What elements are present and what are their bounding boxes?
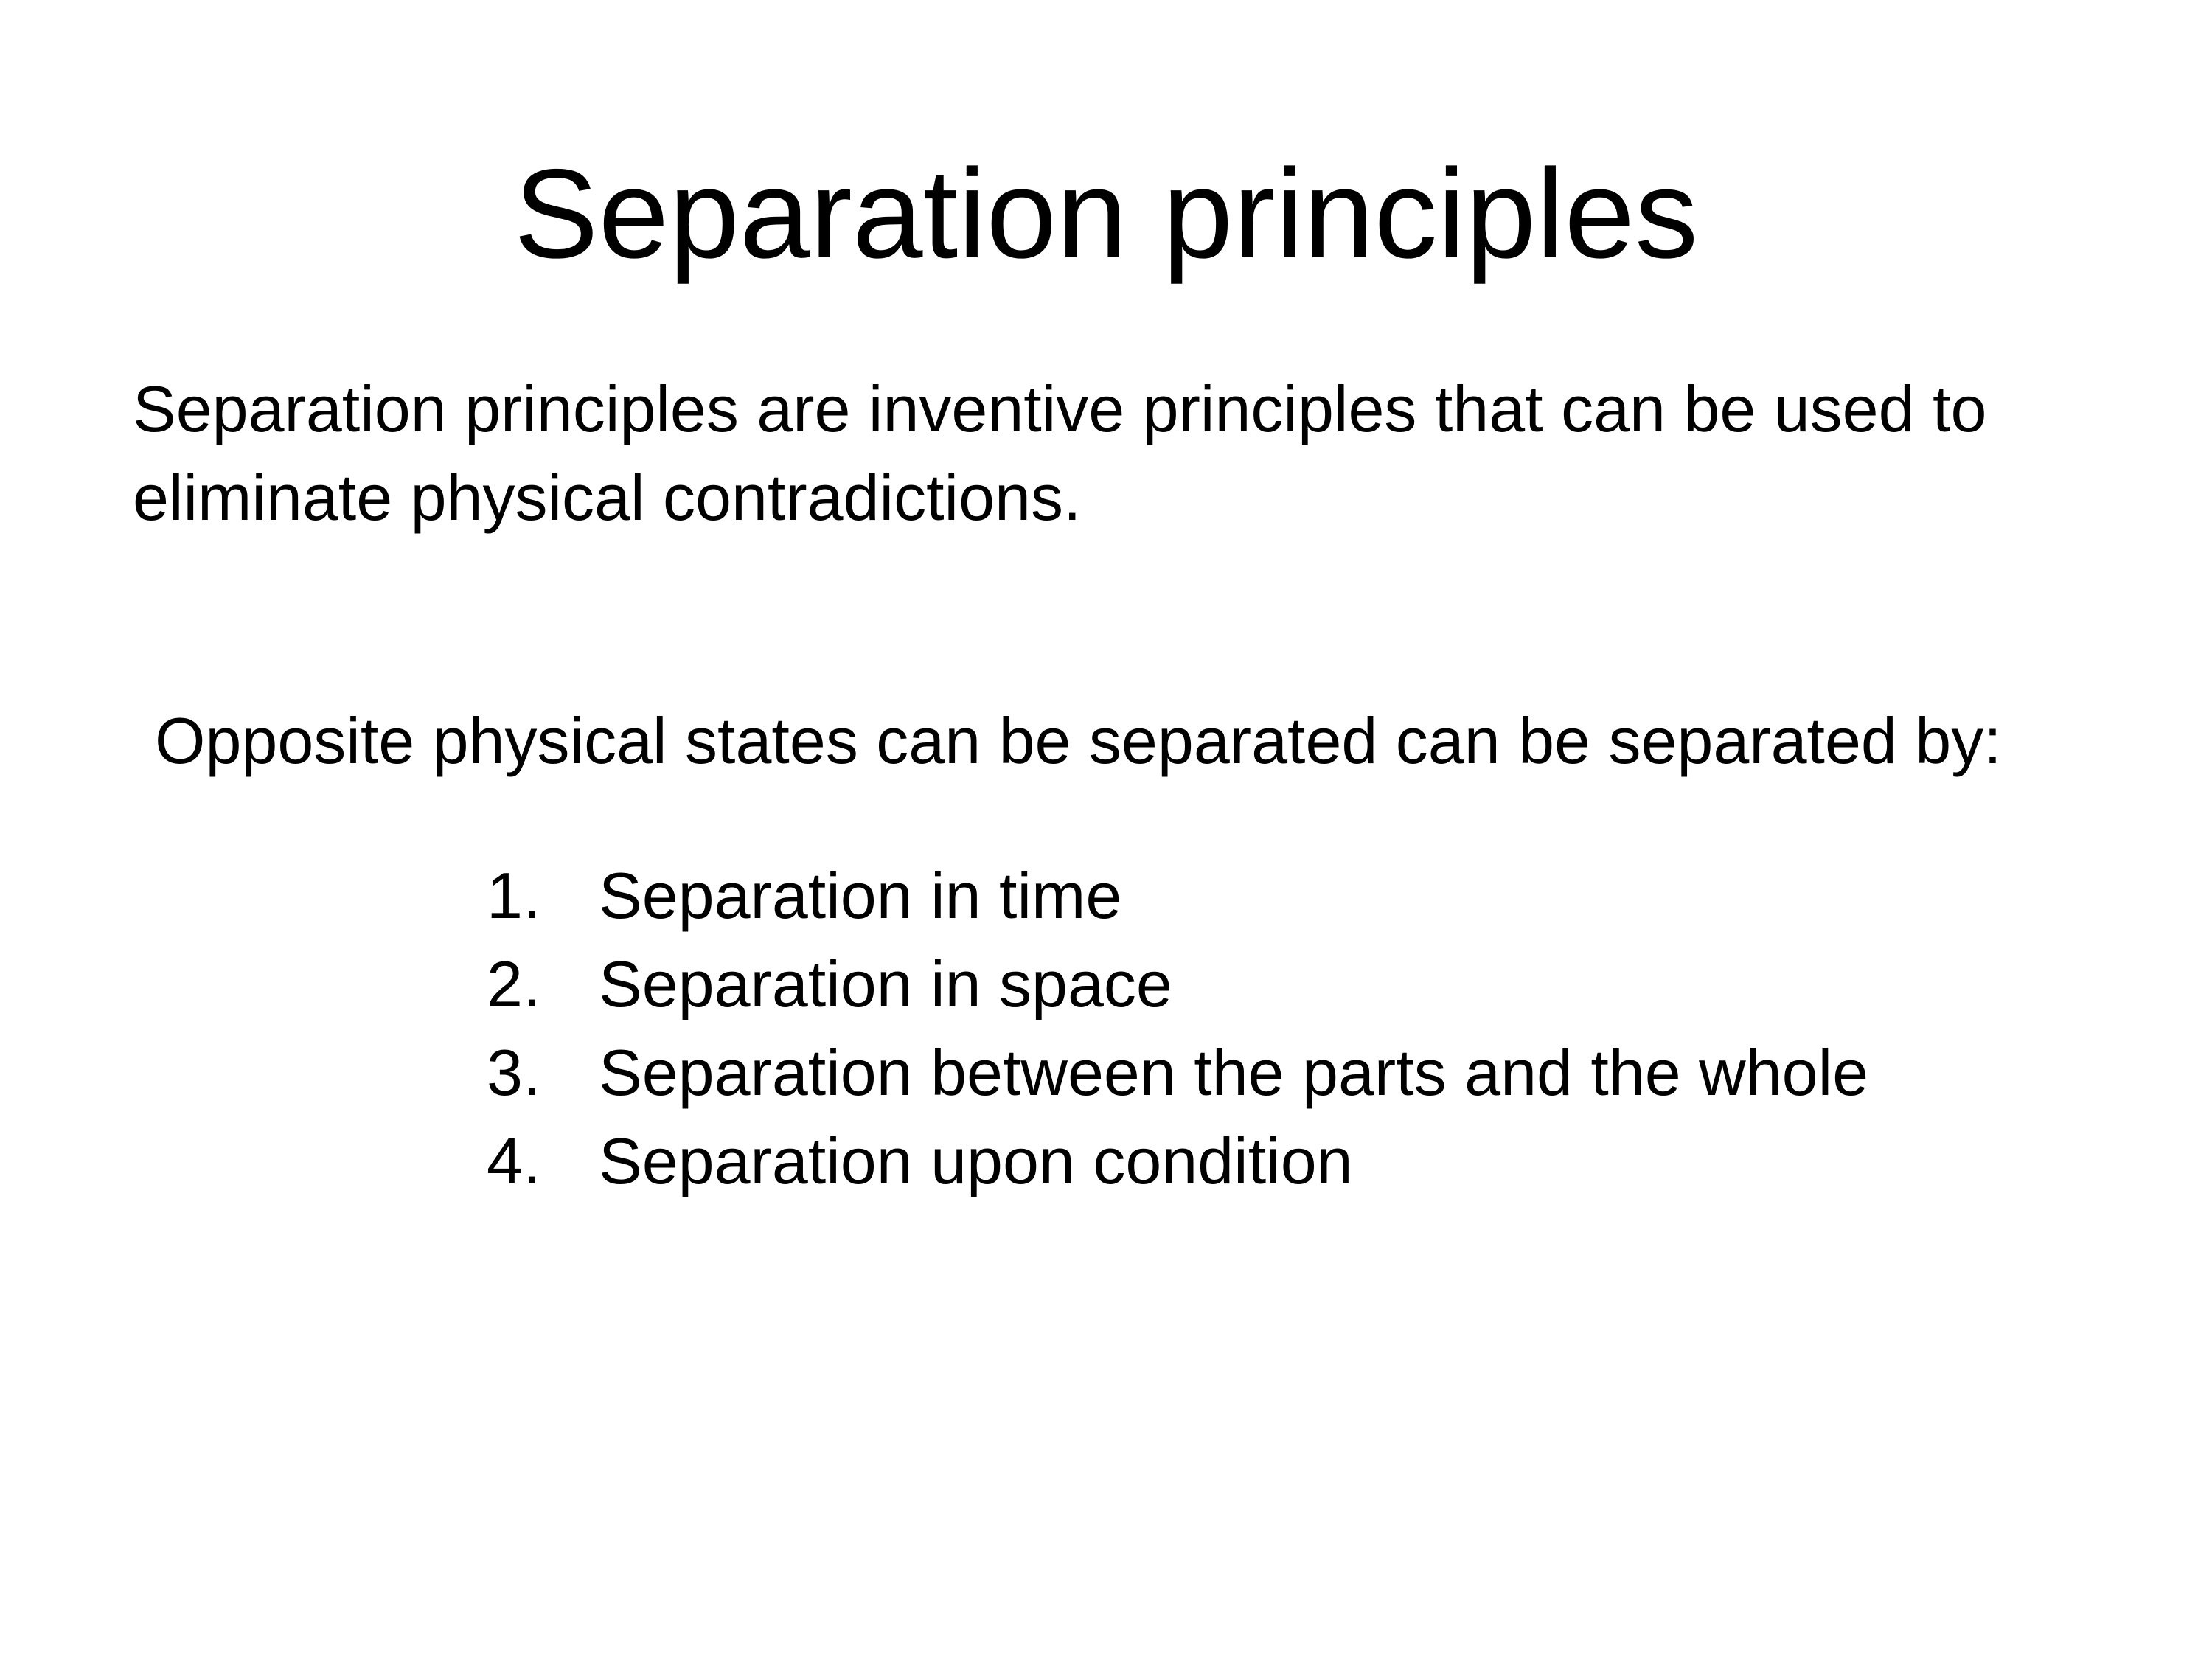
list-item-text: Separation in time <box>599 859 1122 932</box>
list-lead-text: Opposite physical states can be separated can be separated by: <box>155 704 2002 777</box>
list-item-number: 3. <box>487 1036 541 1109</box>
intro-line: eliminate physical contradictions. <box>133 461 1082 534</box>
list-item-number: 1. <box>487 859 541 932</box>
intro-paragraph <box>133 365 2138 542</box>
list-item-text: Separation between the parts and the whole <box>599 1036 1869 1109</box>
list-item <box>487 940 2109 1029</box>
list-item-number: 2. <box>487 947 541 1020</box>
intro-line: Separation principles are inventive principles that can be used to <box>133 372 1987 445</box>
list-item <box>487 1029 2109 1117</box>
separation-list <box>487 852 2109 1206</box>
list-item <box>487 1117 2109 1206</box>
list-item-number: 4. <box>487 1124 541 1197</box>
slide-title: Separation principles <box>513 143 1699 285</box>
list-item <box>487 852 2109 940</box>
list-item-text: Separation in space <box>599 947 1172 1020</box>
list-item-text: Separation upon condition <box>599 1124 1353 1197</box>
